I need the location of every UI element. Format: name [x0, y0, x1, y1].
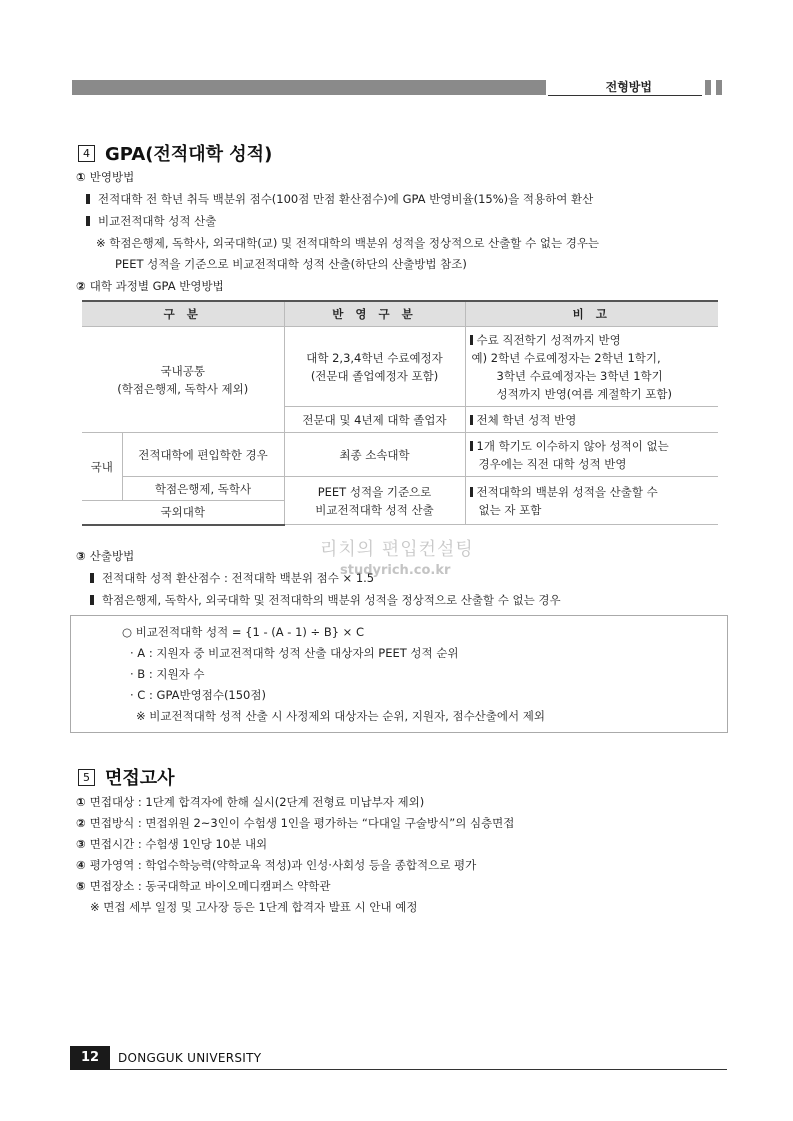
header-bar [72, 80, 546, 95]
cell-reflect: 전문대 및 4년제 대학 졸업자 [284, 407, 465, 433]
item-text: 평가영역 : 학업수학능력(약학교육 적성)과 인성·사회성 등을 종합적으로 평가 [89, 858, 477, 872]
header-underline [548, 95, 702, 96]
calc-bullet-1 [90, 570, 374, 586]
calc-bullet-1-text: 전적대학 성적 환산점수 : 전적대학 백분위 점수 × 1.5 [102, 571, 375, 585]
section-5-title [78, 764, 175, 790]
cell-text: 수료 직전학기 성적까지 반영 [476, 332, 621, 347]
bullet-2 [86, 213, 216, 229]
formula-b: · B : 지원자 수 [130, 667, 205, 681]
item-text: 면접장소 : 동국대학교 바이오메디캠퍼스 약학관 [89, 879, 331, 893]
cell-text: PEET 성적을 기준으로 [317, 484, 432, 499]
square-marker [470, 441, 473, 451]
section-5-number: 5 [78, 769, 95, 786]
cell-text: 비교전적대학 성적 산출 [315, 502, 434, 517]
gpa-table [82, 300, 718, 526]
cell-note [465, 477, 718, 525]
square-marker [470, 335, 473, 345]
table-header-row [82, 301, 718, 327]
interview-note: ※ 면접 세부 일정 및 고사장 등은 1단계 합격자 발표 시 안내 예정 [90, 900, 418, 914]
cell-text: 없는 자 포함 [478, 502, 542, 517]
cell-note [465, 433, 718, 477]
interview-item-1 [76, 794, 424, 810]
table-row [82, 433, 718, 477]
header-square-1 [705, 80, 711, 95]
interview-item-4 [76, 857, 476, 873]
header-square-2 [716, 80, 722, 95]
formula-main: ○ 비교전적대학 성적 = {1 - (A - 1) ÷ B} × C [122, 625, 365, 639]
bullet-1 [86, 191, 593, 207]
bullet-marker [90, 573, 94, 583]
note-line-1: ※ 학점은행제, 독학사, 외국대학(교) 및 전적대학의 백분위 성적을 정상적으로 산출할 수 없는 경우는 [96, 236, 600, 250]
cell-note [465, 327, 718, 407]
header-section-label: 전형방법 [605, 80, 652, 94]
header-note: 비 고 [465, 301, 718, 327]
cell-text: (학점은행제, 독학사 제외) [117, 381, 249, 396]
cell-text: 전체 학년 성적 반영 [476, 412, 577, 427]
formula-c: · C : GPA반영점수(150점) [130, 688, 266, 702]
bullet-1-text: 전적대학 전 학년 취득 백분위 점수(100점 만점 환산점수)에 GPA 반영비율(15%)을 적용하여 환산 [98, 192, 594, 206]
item-text: 면접시간 : 수험생 1인당 10분 내외 [89, 837, 268, 851]
cell-text: 경우에는 직전 대학 성적 반영 [478, 456, 627, 471]
cell-category: 학점은행제, 독학사 [122, 477, 284, 501]
cell-text: 3학년 수료예정자는 3학년 1학기 [496, 368, 663, 383]
sub-calc-label: 산출방법 [89, 549, 135, 563]
bullet-marker [86, 216, 90, 226]
section-4-title-text: GPA(전적대학 성적) [105, 144, 273, 165]
interview-item-3 [76, 836, 267, 852]
footer-line [110, 1069, 727, 1070]
cell-note [465, 407, 718, 433]
interview-item-5 [76, 878, 330, 894]
cell-text: 성적까지 반영(여름 계절학기 포함) [496, 386, 672, 401]
cell-text: 전적대학의 백분위 성적을 산출할 수 [476, 484, 658, 499]
cell-reflect: 최종 소속대학 [284, 433, 465, 477]
sub-method [76, 169, 134, 185]
square-marker [470, 487, 473, 497]
square-marker [470, 415, 473, 425]
cell-category: 전적대학에 편입학한 경우 [122, 433, 284, 477]
item-text: 면접방식 : 면접위원 2~3인이 수험생 1인을 평가하는 “다대일 구술방식”의 심층면접 [89, 816, 515, 830]
cell-domestic-common [82, 327, 284, 433]
table-row [82, 477, 718, 501]
item-marker: ⑤ [76, 879, 86, 893]
sub-method-marker: ① [76, 170, 86, 184]
bullet-marker [90, 595, 94, 605]
footer-university: DONGGUK UNIVERSITY [118, 1051, 262, 1065]
cell-category: 국외대학 [82, 501, 284, 525]
item-marker: ② [76, 816, 86, 830]
header-reflect: 반 영 구 분 [284, 301, 465, 327]
item-marker: ① [76, 795, 86, 809]
page-number: 12 [70, 1046, 110, 1070]
sub-method-label: 반영방법 [89, 170, 135, 184]
watermark-site: studyrich.co.kr [340, 563, 451, 578]
formula-a: · A : 지원자 중 비교전적대학 성적 산출 대상자의 PEET 성적 순위 [130, 646, 459, 660]
cell-text: 1개 학기도 이수하지 않아 성적이 없는 [476, 438, 669, 453]
header-category: 구 분 [82, 301, 284, 327]
formula-note: ※ 비교전적대학 성적 산출 시 사정제외 대상자는 순위, 지원자, 점수산출에서 제외 [136, 709, 545, 723]
bullet-2-text: 비교전적대학 성적 산출 [98, 214, 217, 228]
section-4-title [78, 140, 272, 166]
calc-bullet-2-text: 학점은행제, 독학사, 외국대학 및 전적대학의 백분위 성적을 정상적으로 산출할 수 없는 경우 [102, 593, 561, 607]
bullet-marker [86, 194, 90, 204]
sub-by-course [76, 278, 224, 294]
cell-reflect [284, 477, 465, 525]
cell-reflect [284, 327, 465, 407]
item-marker: ③ [76, 837, 86, 851]
item-marker: ④ [76, 858, 86, 872]
sub-calc-marker: ③ [76, 549, 86, 563]
section-4-number: 4 [78, 145, 95, 162]
calc-bullet-2 [90, 592, 561, 608]
cell-text: (전문대 졸업예정자 포함) [310, 368, 439, 383]
cell-text: 국내공통 [160, 363, 205, 378]
note-line-2: PEET 성적을 기준으로 비교전적대학 성적 산출(하단의 산출방법 참조) [115, 257, 467, 271]
watermark-text: 리치의 편입컨설팅 [320, 539, 474, 560]
table-row [82, 327, 718, 407]
sub-by-course-label: 대학 과정별 GPA 반영방법 [89, 279, 224, 293]
sub-by-course-marker: ② [76, 279, 86, 293]
cell-text: 예) 2학년 수료예정자는 2학년 1학기, [471, 350, 661, 365]
cell-text: 대학 2,3,4학년 수료예정자 [306, 350, 443, 365]
section-5-title-text: 면접고사 [105, 768, 175, 789]
item-text: 면접대상 : 1단계 합격자에 한해 실시(2단계 전형료 미납부자 제외) [89, 795, 425, 809]
cell-domestic: 국내 [82, 433, 122, 501]
interview-item-2 [76, 815, 514, 831]
sub-calc [76, 548, 134, 564]
